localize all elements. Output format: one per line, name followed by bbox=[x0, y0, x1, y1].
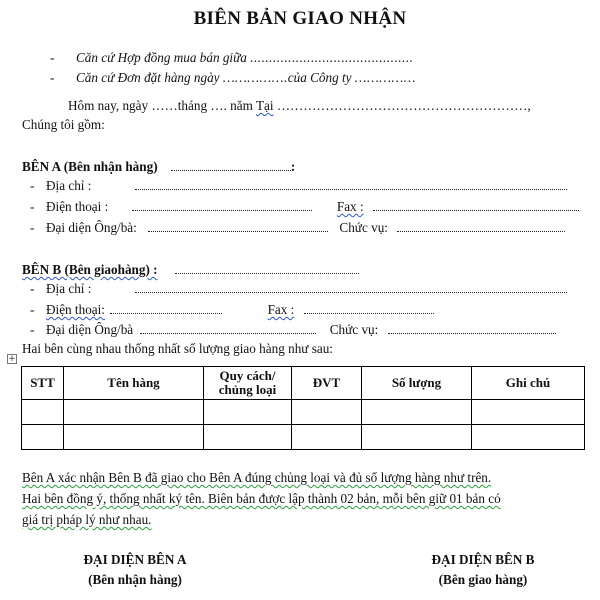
party-b-heading bbox=[22, 262, 359, 278]
sign-b-subtitle: (Bên giao hàng) bbox=[438, 572, 528, 587]
basis-contract-label: Căn cứ Hợp đồng mua bán giữa bbox=[76, 50, 247, 65]
table-cell[interactable] bbox=[472, 400, 585, 425]
table-header-row bbox=[22, 367, 585, 400]
col-header-stt: STT bbox=[22, 367, 64, 400]
party-a-phone-label: Điện thoại : bbox=[46, 199, 109, 214]
intro-we: Chúng tôi gồm: bbox=[22, 117, 105, 132]
table-cell[interactable] bbox=[64, 400, 204, 425]
party-a-address: - Địa chỉ : bbox=[30, 178, 567, 194]
col-header-quantity: Số lượng bbox=[362, 367, 472, 400]
party-b-fax-label: Fax : bbox=[267, 302, 295, 317]
table-cell[interactable] bbox=[292, 425, 362, 450]
sign-a-title: ĐẠI DIỆN BÊN A bbox=[83, 552, 187, 567]
party-b-phone-line bbox=[110, 303, 222, 314]
basis-order-date-fill: ……………. bbox=[222, 70, 288, 85]
table-cell[interactable] bbox=[362, 425, 472, 450]
party-b-address-label: Địa chỉ : bbox=[46, 281, 92, 296]
party-b-fax-line bbox=[304, 303, 434, 314]
party-a-phone-line bbox=[132, 200, 312, 211]
intro-day-fill: …… bbox=[151, 98, 178, 113]
party-b-address: - Địa chỉ : bbox=[30, 281, 567, 297]
table-cell[interactable] bbox=[22, 400, 64, 425]
document-title: BIÊN BẢN GIAO NHẬN bbox=[193, 8, 407, 29]
intro-month-fill: …. bbox=[210, 98, 227, 113]
party-a-heading-label: BÊN A (Bên nhận hàng) bbox=[22, 159, 158, 174]
table-move-handle-icon[interactable]: + bbox=[8, 354, 16, 364]
goods-table bbox=[21, 366, 585, 450]
party-a-phone: - Điện thoại : Fax : bbox=[30, 199, 579, 215]
party-b-name-line bbox=[175, 263, 359, 274]
sign-b-title: ĐẠI DIỆN BÊN B bbox=[431, 552, 535, 567]
agree-line: Hai bên cùng nhau thống nhất số lượng giao hàng như sau: bbox=[22, 341, 333, 356]
party-b-rep-line bbox=[140, 323, 316, 334]
conclusion-line-1: Bên A xác nhận Bên B đã giao cho Bên A đúng chủng loại và đủ số lượng hàng như trên. bbox=[22, 470, 492, 485]
table-cell[interactable] bbox=[22, 425, 64, 450]
intro-place-fill: …………………………………………………, bbox=[276, 98, 531, 113]
party-b-position-label: Chức vụ: bbox=[329, 322, 379, 337]
party-b-phone-label: Điện thoại: bbox=[46, 302, 105, 317]
party-b-rep-label: Đại diện Ông/bà bbox=[46, 322, 134, 337]
col-header-unit: ĐVT bbox=[292, 367, 362, 400]
intro-today: Hôm nay, ngày bbox=[68, 98, 149, 113]
party-a-rep-line bbox=[148, 221, 328, 232]
table-cell[interactable] bbox=[204, 425, 292, 450]
table-cell[interactable] bbox=[472, 425, 585, 450]
intro-month: tháng bbox=[177, 98, 208, 113]
party-a-address-line bbox=[135, 179, 567, 190]
table-cell[interactable] bbox=[64, 425, 204, 450]
party-b-address-line bbox=[135, 282, 567, 293]
party-a-fax-line bbox=[373, 200, 579, 211]
basis-order: - Căn cứ Đơn đặt hàng ngày …………….của Công ty …………… bbox=[50, 70, 416, 85]
col-header-spec: Quy cách/ chủng loại bbox=[204, 367, 292, 400]
table-row bbox=[22, 400, 585, 425]
party-a-heading bbox=[22, 159, 295, 175]
col-header-item-name: Tên hàng bbox=[64, 367, 204, 400]
party-b-position-line bbox=[388, 323, 556, 334]
party-a-address-label: Địa chỉ : bbox=[46, 178, 92, 193]
party-a-position-label: Chức vụ: bbox=[339, 220, 388, 235]
table-cell[interactable] bbox=[292, 400, 362, 425]
party-a-rep-label: Đại diện Ông/bà: bbox=[46, 220, 137, 235]
basis-order-label: Căn cứ Đơn đặt hàng ngày bbox=[76, 70, 220, 85]
party-a-name-line bbox=[171, 160, 291, 171]
table-row bbox=[22, 425, 585, 450]
basis-contract-fill: ........................................... bbox=[250, 50, 414, 65]
intro-year: năm bbox=[230, 98, 253, 113]
conclusion-line-2: Hai bên đồng ý, thống nhất ký tên. Biên bản được lập thành 02 bản, mỗi bên giữ 01 bản có bbox=[22, 491, 501, 506]
basis-contract: - Căn cứ Hợp đồng mua bán giữa ........................................... bbox=[50, 50, 414, 65]
party-b-heading-label: BÊN B (Bên giaohàng) : bbox=[22, 262, 158, 277]
party-a-position-line bbox=[397, 221, 565, 232]
party-a-rep: - Đại diện Ông/bà: Chức vụ: bbox=[30, 220, 565, 236]
table-cell[interactable] bbox=[362, 400, 472, 425]
intro-at: Tại bbox=[255, 98, 274, 113]
basis-order-company-fill: …………… bbox=[354, 70, 416, 85]
basis-order-company-label: của Công ty bbox=[287, 70, 352, 85]
party-b-phone: - Điện thoại: Fax : bbox=[30, 302, 434, 318]
party-a-heading-colon: : bbox=[290, 159, 296, 174]
conclusion-line-3: giá trị pháp lý như nhau. bbox=[22, 512, 152, 527]
party-b-rep: - Đại diện Ông/bà Chức vụ: bbox=[30, 322, 556, 338]
col-header-note: Ghi chú bbox=[472, 367, 585, 400]
party-a-fax-label: Fax : bbox=[336, 199, 364, 214]
sign-a-subtitle: (Bên nhận hàng) bbox=[88, 572, 182, 587]
table-cell[interactable] bbox=[204, 400, 292, 425]
intro-date-line bbox=[68, 98, 531, 114]
